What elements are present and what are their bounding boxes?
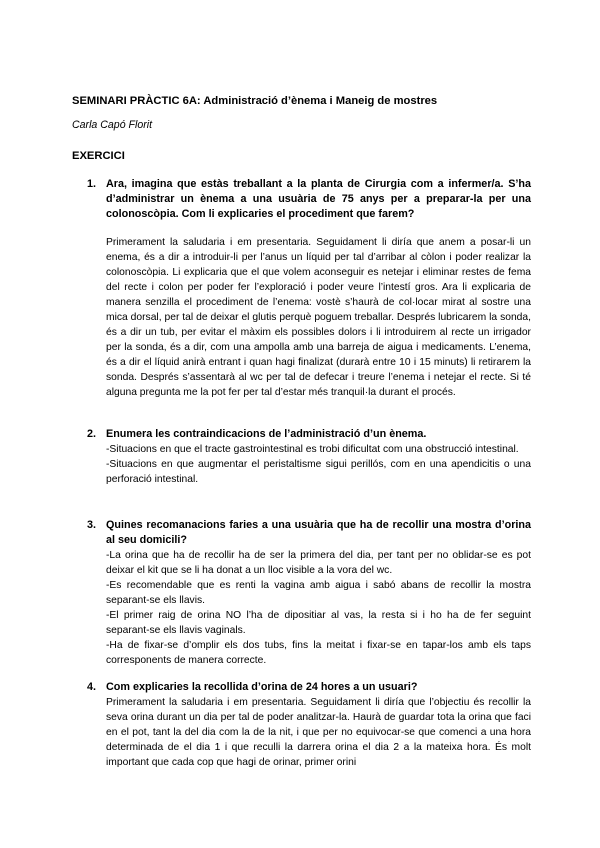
list-item: -El primer raig de orina NO l’ha de dipositiar al vas, la resta si i ho ha de fer seguint separant-se els llavis vaginals. bbox=[106, 610, 531, 636]
answer-4: Primerament la saludaria i em presentaria. Seguidament li diría que l’objectiu és recollir la seva orina durant un dia per tal de poder analitzar-la. Haurà de guardar tota la orina que faci en el pot, tant la del dia com la de la nit, i que per no equivocar-se que comenci a una hora determinada de el dia 1 i que reculli la darrera orina el dia 2 a la mateixa hora. És molt important que cada cop que hagi de orinar, primer orini bbox=[106, 697, 531, 768]
question-text: Ara, imagina que estàs treballant a la planta de Cirurgia com a infermer/a. S’ha d’administrar un ènema a una usuària de 75 anys per a preparar-la per una colonoscòpia. Com li explicaries el procediment que farem? bbox=[106, 178, 531, 220]
list-item: -La orina que ha de recollir ha de ser la primera del dia, per tant per no oblidar-se es pot deixar el kit que se li ha donat a un lloc visible a la vora del wc. bbox=[106, 550, 531, 576]
section-heading: EXERCICI bbox=[72, 150, 125, 162]
question-number: 3. bbox=[87, 519, 97, 531]
question-4 bbox=[87, 680, 531, 695]
list-item: -Ha de fixar-se d’omplir els dos tubs, fins la meitat i fixar-se en tapar-los amb els taps corresponents de manera correcte. bbox=[106, 640, 531, 666]
list-item: -Situacions en que augmentar el peristaltisme sigui perillós, com en una apendicitis o una perforació intestinal. bbox=[106, 459, 531, 485]
question-number: 4. bbox=[87, 681, 97, 693]
author-name: Carla Capó Florit bbox=[72, 119, 153, 131]
question-number: 1. bbox=[87, 178, 97, 190]
answer-3 bbox=[106, 548, 531, 668]
question-number: 2. bbox=[87, 428, 97, 440]
question-text: Quines recomanacions faries a una usuària que ha de recollir una mostra d’orina al seu domicili? bbox=[106, 519, 531, 546]
answer-2 bbox=[106, 442, 531, 487]
question-1 bbox=[87, 177, 531, 222]
list-item: -Es recomendable que es renti la vagina amb aigua i sabó abans de recollir la mostra separant-se els llavis. bbox=[106, 580, 531, 606]
answer-1: Primerament la saludaria i em presentaria. Seguidament li diría que anem a posar-li un enema, és a dir a introduir-li per l’anus un líquid per tal d’arribar al còlon i poder realizar la colonoscòpia. Li explicaria que el que volem aconseguir es netejar i eliminar restes de fema del recte i colon per poder fer l’exploració i poder veure l’intestí gros. Ara li explicaria de manera senzilla el procediment de l’enema: vostè s’haurà de col·locar mirat al sostre una mica dorsal, per tal de deixar el glutis perquè poguem treballar. Després lubricarem la sonda, és a dir un tub, per evitar el màxim els possibles dolors i li introduirem al recte un irrigador per la sonda, és a dir, com una ampolla amb una barreja de aigua i medicaments. L’enema, és a dir el líquid anirà entrant i quan hagi finalizat (durarà entre 10 i 15 minuts) li retirarem la sonda. Després s’assentarà al wc per tal de defecar i treure l’enema i netejar el recte. Si té alguna pregunta me la pot fer per tal d’estar més tranquil·la durant el procés. bbox=[106, 237, 531, 398]
question-text: Enumera les contraindicacions de l’administració d’un ènema. bbox=[106, 428, 427, 440]
list-item: -Situacions en que el tracte gastrointestinal es trobi dificultat com una obstrucció intestinal. bbox=[106, 444, 519, 455]
document-title: SEMINARI PRÀCTIC 6A: Administració d’ènema i Maneig de mostres bbox=[72, 95, 438, 107]
question-2 bbox=[87, 427, 531, 442]
question-text: Com explicaries la recollida d’orina de 24 hores a un usuari? bbox=[106, 681, 418, 693]
question-3 bbox=[87, 518, 531, 548]
